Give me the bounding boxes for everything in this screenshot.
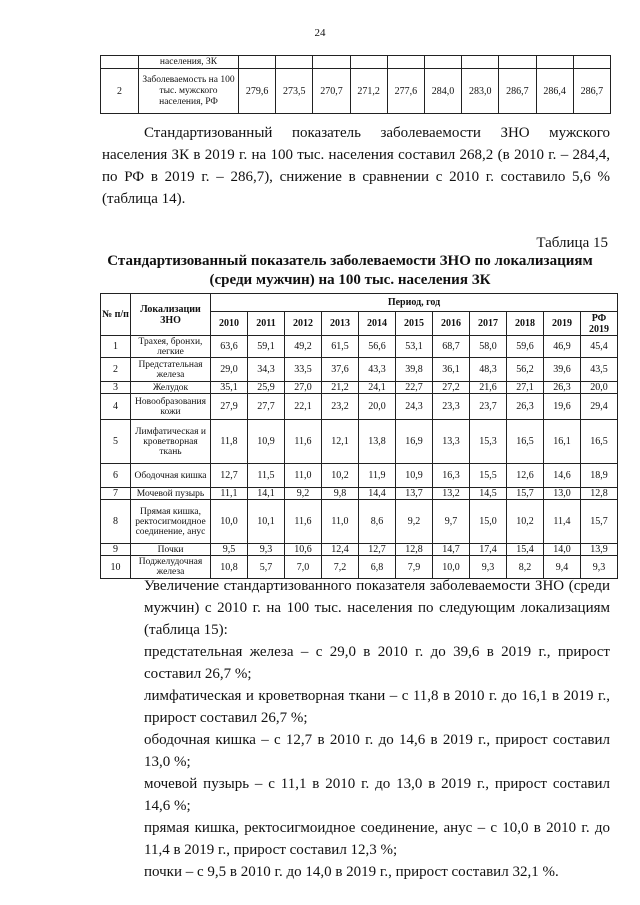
localization-cell: Мочевой пузырь	[131, 488, 211, 500]
table-title: Стандартизованный показатель заболеваемости ЗНО по локализациям (среди мужчин) на 100 тыс. населения ЗК	[107, 253, 593, 288]
value-cell: 11,1	[211, 488, 248, 500]
value-cell: 15,4	[507, 544, 544, 556]
value-cell: 9,2	[285, 488, 322, 500]
table-row	[101, 420, 618, 464]
value-cell: 56,2	[507, 358, 544, 382]
table-row	[101, 488, 618, 500]
value-cell: 9,3	[581, 556, 618, 579]
value-cell: 270,7	[313, 69, 350, 114]
value-cell: 24,3	[396, 394, 433, 420]
year-header: 2016	[433, 312, 470, 336]
value-cell: 284,0	[424, 69, 461, 114]
value-cell: 11,6	[285, 500, 322, 544]
value-cell: 9,7	[433, 500, 470, 544]
year-header: 2015	[396, 312, 433, 336]
value-cell: 11,0	[285, 464, 322, 488]
value-cell: 27,1	[507, 382, 544, 394]
value-cell: 16,5	[507, 420, 544, 464]
value-cell: 19,6	[544, 394, 581, 420]
value-cell: 10,2	[507, 500, 544, 544]
value-cell: 53,1	[396, 336, 433, 358]
value-cell: 11,0	[322, 500, 359, 544]
value-cell: 23,7	[470, 394, 507, 420]
value-cell: 29,4	[581, 394, 618, 420]
year-header: 2012	[285, 312, 322, 336]
value-cell: 10,8	[211, 556, 248, 579]
value-cell: 13,2	[433, 488, 470, 500]
value-cell: 13,9	[581, 544, 618, 556]
value-cell: 6,8	[359, 556, 396, 579]
value-cell: 286,7	[499, 69, 536, 114]
value-cell: 9,4	[544, 556, 581, 579]
value-cell: 10,1	[248, 500, 285, 544]
row-number: 7	[101, 488, 131, 500]
value-cell: 277,6	[387, 69, 424, 114]
year-header: 2017	[470, 312, 507, 336]
table-row	[101, 464, 618, 488]
value-cell: 12,7	[359, 544, 396, 556]
year-header: 2014	[359, 312, 396, 336]
value-cell: 45,4	[581, 336, 618, 358]
column-header-number: № п/п	[101, 294, 131, 336]
value-cell: 14,6	[544, 464, 581, 488]
value-cell: 10,0	[433, 556, 470, 579]
table-row	[101, 69, 611, 114]
value-cell: 11,9	[359, 464, 396, 488]
value-cell: 5,7	[248, 556, 285, 579]
value-cell: 59,1	[248, 336, 285, 358]
value-cell: 10,0	[211, 500, 248, 544]
list-item: почки – с 9,5 в 2010 г. до 14,0 в 2019 г., прирост составил 32,1 %.	[144, 864, 559, 880]
value-cell: 49,2	[285, 336, 322, 358]
value-cell: 7,9	[396, 556, 433, 579]
value-cell: 9,3	[470, 556, 507, 579]
value-cell: 25,9	[248, 382, 285, 394]
value-cell: 56,6	[359, 336, 396, 358]
year-header: 2019	[544, 312, 581, 336]
value-cell: 46,9	[544, 336, 581, 358]
value-cell: 63,6	[211, 336, 248, 358]
table-row	[101, 336, 618, 358]
row-number: 5	[101, 420, 131, 464]
value-cell: 14,1	[248, 488, 285, 500]
value-cell: 13,3	[433, 420, 470, 464]
year-header: 2011	[248, 312, 285, 336]
value-cell: 15,5	[470, 464, 507, 488]
value-cell: 283,0	[462, 69, 499, 114]
value-cell: 11,5	[248, 464, 285, 488]
row-number: 2	[101, 69, 139, 114]
value-cell: 14,4	[359, 488, 396, 500]
value-cell: 13,0	[544, 488, 581, 500]
value-cell: 16,3	[433, 464, 470, 488]
table-row	[101, 56, 611, 69]
list-item: лимфатическая и кроветворная ткани – с 11,8 в 2010 г. до 16,1 в 2019 г., прирост составил 26,7 %;	[144, 688, 610, 726]
value-cell: 10,9	[248, 420, 285, 464]
value-cell: 16,9	[396, 420, 433, 464]
value-cell: 10,2	[322, 464, 359, 488]
localization-cell: Поджелудочная железа	[131, 556, 211, 579]
value-cell: 279,6	[239, 69, 276, 114]
list-item: ободочная кишка – с 12,7 в 2010 г. до 14,6 в 2019 г., прирост составил 13,0 %;	[144, 732, 610, 770]
value-cell: 15,3	[470, 420, 507, 464]
value-cell: 286,4	[536, 69, 573, 114]
value-cell: 13,7	[396, 488, 433, 500]
value-cell: 11,6	[285, 420, 322, 464]
table-row	[101, 382, 618, 394]
value-cell: 21,2	[322, 382, 359, 394]
value-cell: 12,1	[322, 420, 359, 464]
year-header: 2010	[211, 312, 248, 336]
localization-cell: Желудок	[131, 382, 211, 394]
value-cell: 20,0	[581, 382, 618, 394]
value-cell: 59,6	[507, 336, 544, 358]
value-cell: 7,0	[285, 556, 322, 579]
value-cell: 8,6	[359, 500, 396, 544]
value-cell: 24,1	[359, 382, 396, 394]
column-header-localization: Локализации ЗНО	[131, 294, 211, 336]
localization-cell: Прямая кишка, ректосигмоидное соединение, анус	[131, 500, 211, 544]
row-number: 10	[101, 556, 131, 579]
year-header: 2013	[322, 312, 359, 336]
indicator-cell: населения, ЗК	[139, 56, 239, 69]
row-number: 3	[101, 382, 131, 394]
row-number: 6	[101, 464, 131, 488]
localization-cell: Лимфатическая и кроветворная ткань	[131, 420, 211, 464]
column-header-period: Период, год	[211, 294, 618, 312]
row-number: 1	[101, 336, 131, 358]
value-cell: 9,5	[211, 544, 248, 556]
table-row	[101, 544, 618, 556]
value-cell: 13,8	[359, 420, 396, 464]
year-header: 2018	[507, 312, 544, 336]
page-number: 24	[314, 27, 326, 39]
value-cell: 27,2	[433, 382, 470, 394]
value-cell: 8,2	[507, 556, 544, 579]
value-cell: 12,8	[581, 488, 618, 500]
value-cell: 20,0	[359, 394, 396, 420]
value-cell: 39,6	[544, 358, 581, 382]
value-cell: 18,9	[581, 464, 618, 488]
paragraph: Стандартизованный показатель заболеваемости ЗНО мужского населения ЗК в 2019 г. на 100 тыс. населения составил 268,2 (в 2010 г. – 284,4, по РФ в 2019 г. – 286,7), снижение в сравнении с 2010 г. составило 5,6 % (таблица 14).	[102, 125, 610, 207]
localization-cell: Почки	[131, 544, 211, 556]
value-cell: 27,7	[248, 394, 285, 420]
row-number: 8	[101, 500, 131, 544]
value-cell: 61,5	[322, 336, 359, 358]
localization-cell: Новообразования кожи	[131, 394, 211, 420]
value-cell: 48,3	[470, 358, 507, 382]
value-cell: 33,5	[285, 358, 322, 382]
value-cell: 9,8	[322, 488, 359, 500]
value-cell: 22,1	[285, 394, 322, 420]
value-cell: 9,3	[248, 544, 285, 556]
value-cell: 37,6	[322, 358, 359, 382]
localization-cell: Ободочная кишка	[131, 464, 211, 488]
value-cell: 26,3	[544, 382, 581, 394]
value-cell: 15,0	[470, 500, 507, 544]
value-cell: 15,7	[507, 488, 544, 500]
value-cell: 14,0	[544, 544, 581, 556]
row-number: 2	[101, 358, 131, 382]
value-cell: 36,1	[433, 358, 470, 382]
value-cell: 14,7	[433, 544, 470, 556]
row-number: 4	[101, 394, 131, 420]
value-cell: 12,7	[211, 464, 248, 488]
value-cell: 43,3	[359, 358, 396, 382]
value-cell: 58,0	[470, 336, 507, 358]
row-number: 9	[101, 544, 131, 556]
value-cell: 7,2	[322, 556, 359, 579]
value-cell: 15,7	[581, 500, 618, 544]
value-cell: 12,8	[396, 544, 433, 556]
list-item: предстательная железа – с 29,0 в 2010 г. до 39,6 в 2019 г., прирост составил 26,7 %;	[144, 644, 610, 682]
table-row	[101, 500, 618, 544]
data-table	[100, 293, 618, 579]
value-cell: 14,5	[470, 488, 507, 500]
value-cell: 27,9	[211, 394, 248, 420]
value-cell: 35,1	[211, 382, 248, 394]
list-item: прямая кишка, ректосигмоидное соединение, анус – с 10,0 в 2010 г. до 11,4 в 2019 г., прирост составил 12,3 %;	[144, 820, 610, 858]
value-cell: 273,5	[276, 69, 313, 114]
value-cell: 21,6	[470, 382, 507, 394]
value-cell: 39,8	[396, 358, 433, 382]
value-cell: 26,3	[507, 394, 544, 420]
value-cell: 34,3	[248, 358, 285, 382]
value-cell: 12,4	[322, 544, 359, 556]
indicator-cell: Заболеваемость на 100 тыс. мужского населения, РФ	[139, 69, 239, 114]
localization-cell: Предстательная железа	[131, 358, 211, 382]
value-cell: 10,6	[285, 544, 322, 556]
value-cell: 11,8	[211, 420, 248, 464]
value-cell: 10,9	[396, 464, 433, 488]
value-cell: 27,0	[285, 382, 322, 394]
list-item: мочевой пузырь – с 11,1 в 2010 г. до 13,0 в 2019 г., прирост составил 14,6 %;	[144, 776, 610, 814]
table-row	[101, 394, 618, 420]
value-cell: 271,2	[350, 69, 387, 114]
value-cell: 29,0	[211, 358, 248, 382]
value-cell: 12,6	[507, 464, 544, 488]
localization-cell: Трахея, бронхи, легкие	[131, 336, 211, 358]
paragraph: Увеличение стандартизованного показателя заболеваемости ЗНО (среди мужчин) с 2010 г. на 100 тыс. населения по следующим локализациям (таблица 15): предстательная железа – с 29,0 в 2010 г. до 39,6 в 2019 г., прирост составил 26,7 %; лимфатическая и кроветворная ткани – с 11,8 в 2010 г. до 16,1 в 2019 г., прирост составил 26,7 %; ободочная кишка – с 12,7 в 2010 г. до 14,6 в 2019 г., прирост составил 13,0 %; мочевой пузырь – с 11,1 в 2010 г. до 13,0 в 2019 г., прирост составил 14,6 %; прямая кишка, ректосигмоидное соединение, анус – с 10,0 в 2010 г. до 11,4 в 2019 г., прирост составил 12,3 %; почки – с 9,5 в 2010 г. до 14,0 в 2019 г., прирост составил 32,1 %.	[102, 575, 610, 883]
table-row	[101, 358, 618, 382]
value-cell: 22,7	[396, 382, 433, 394]
value-cell: 68,7	[433, 336, 470, 358]
value-cell: 23,3	[433, 394, 470, 420]
value-cell: 16,5	[581, 420, 618, 464]
value-cell: 43,5	[581, 358, 618, 382]
value-cell: 286,7	[573, 69, 610, 114]
header-row	[101, 294, 618, 312]
continued-table	[100, 55, 611, 114]
value-cell: 9,2	[396, 500, 433, 544]
value-cell: 23,2	[322, 394, 359, 420]
table-label: Таблица 15	[536, 235, 608, 251]
value-cell: 16,1	[544, 420, 581, 464]
year-header: РФ 2019	[581, 312, 618, 336]
value-cell: 11,4	[544, 500, 581, 544]
value-cell: 17,4	[470, 544, 507, 556]
